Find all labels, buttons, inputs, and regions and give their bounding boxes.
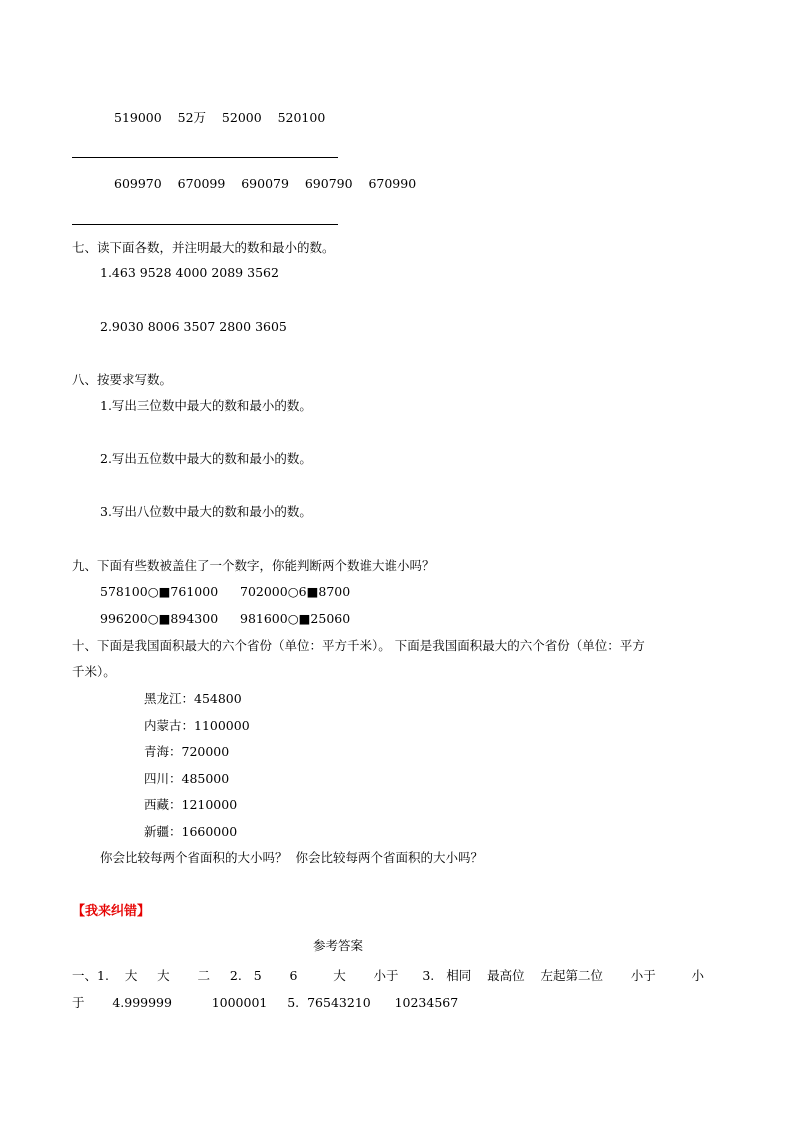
province-item: 四川：485000 bbox=[144, 771, 230, 786]
section8-item-1: 1.写出三位数中最大的数和最小的数。 bbox=[100, 398, 312, 413]
answers-title: 参考答案 bbox=[313, 938, 364, 953]
province-item: 内蒙古：1100000 bbox=[144, 718, 250, 733]
section9-heading: 九、下面有些数被盖住了一个数字，你能判断两个数谁大谁小吗？ bbox=[72, 558, 435, 573]
section7-item-1: 1.463 9528 4000 2089 3562 bbox=[100, 265, 279, 280]
correction-label: 【我来纠错】 bbox=[72, 904, 151, 919]
section10-heading-line-2: 千米）。 bbox=[72, 664, 116, 679]
compare-row-2: 609970 670099 690079 690790 670990 bbox=[114, 176, 417, 191]
section7-heading: 七、读下面各数，并注明最大的数和最小的数。 bbox=[72, 240, 335, 255]
section8-item-3: 3.写出八位数中最大的数和最小的数。 bbox=[100, 504, 312, 519]
compare-row-1: 519000 52万 52000 520100 bbox=[114, 110, 326, 125]
province-item: 青海：720000 bbox=[144, 744, 230, 759]
section7-item-2: 2.9030 8006 3507 2800 3605 bbox=[100, 319, 287, 334]
section8-item-2: 2.写出五位数中最大的数和最小的数。 bbox=[100, 451, 312, 466]
province-item: 新疆：1660000 bbox=[144, 824, 238, 839]
answers-line-2: 于 4.999999 1000001 5. 76543210 10234567 bbox=[72, 995, 459, 1010]
section8-heading: 八、按要求写数。 bbox=[72, 372, 173, 387]
answer-line-2 bbox=[72, 224, 338, 225]
section10-question: 你会比较每两个省面积的大小吗？ 你会比较每两个省面积的大小吗？ bbox=[100, 850, 483, 865]
answer-line-1 bbox=[72, 157, 338, 158]
section9-row2-left: 996200○■894300 bbox=[100, 611, 219, 626]
province-item: 西藏：1210000 bbox=[144, 797, 238, 812]
section9-row1-left: 578100○■761000 bbox=[100, 584, 219, 599]
section10-heading-line-1: 十、下面是我国面积最大的六个省份（单位：平方千米）。 下面是我国面积最大的六个省份（单位：平方 bbox=[72, 638, 645, 653]
province-item: 黑龙江：454800 bbox=[144, 691, 242, 706]
section9-row1-right: 702000○6■8700 bbox=[240, 584, 351, 599]
answers-line-1: 一、1. 大 大 二 2. 5 6 大 小于 3. 相同 最高位 左起第二位 小于 小 bbox=[72, 968, 705, 983]
section9-row2-right: 981600○■25060 bbox=[240, 611, 351, 626]
